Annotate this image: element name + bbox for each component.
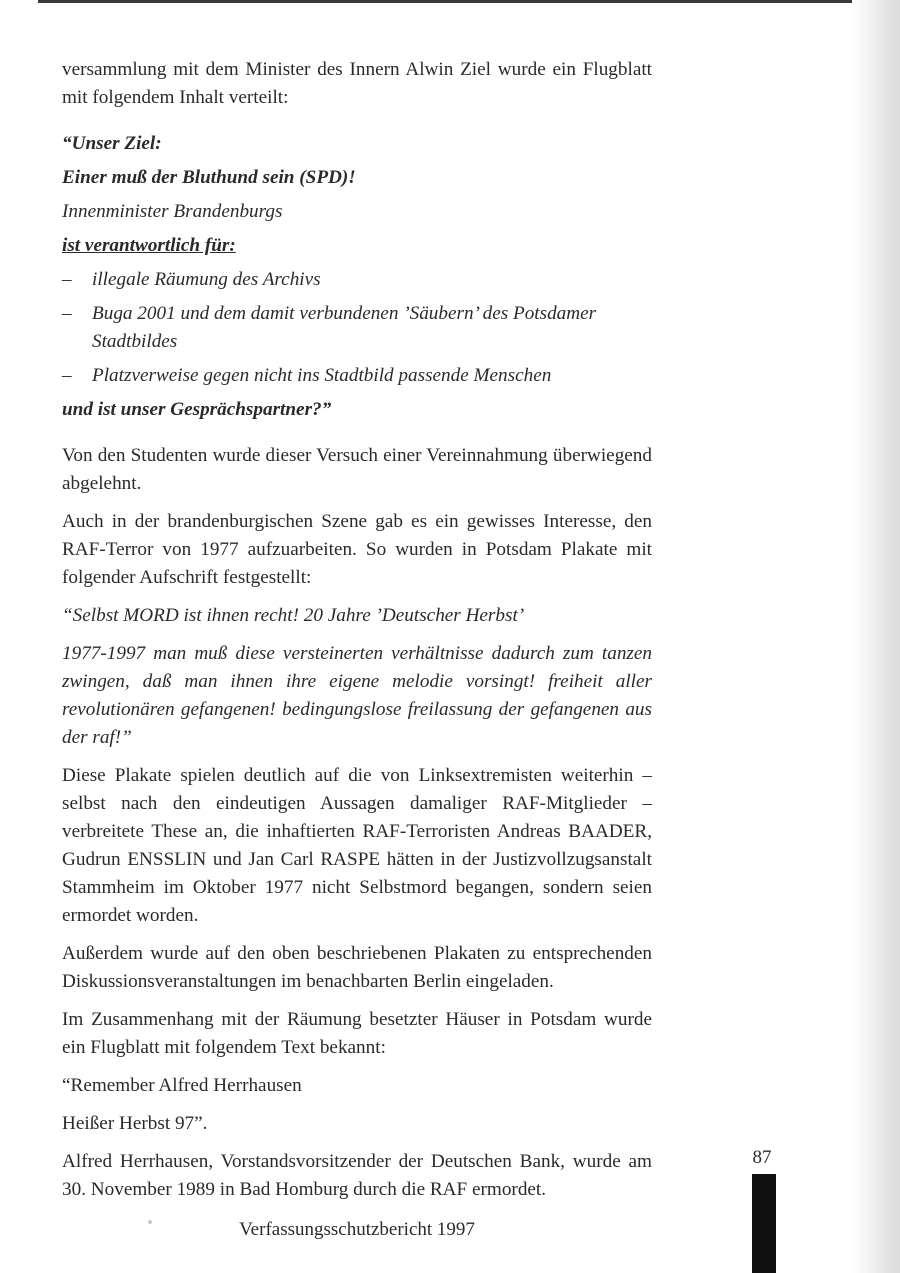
leaflet-minister: Innenminister Brandenburgs bbox=[62, 201, 283, 222]
dash-marker: – bbox=[62, 365, 72, 386]
page-footer: Verfassungsschutzbericht 1997 bbox=[239, 1219, 475, 1240]
leaflet-list-item-text: illegale Räumung des Archivs bbox=[92, 269, 321, 290]
paragraph-students: Von den Studenten wurde dieser Versuch einer Vereinnahmung überwiegend abgelehnt. bbox=[62, 445, 652, 494]
paragraph-berlin: Außerdem wurde auf den oben beschriebenen Plakaten zu entsprechenden Diskussionsveranstaltungen im benachbarten Berlin eingeladen. bbox=[62, 943, 652, 992]
leaflet-list-item-text: Buga 2001 und dem damit verbundenen ’Säubern’ des Potsdamer Stadtbildes bbox=[92, 303, 597, 352]
herrhausen-quote-line2: Heißer Herbst 97”. bbox=[62, 1113, 208, 1134]
top-border-line bbox=[38, 0, 854, 3]
leaflet-list-item bbox=[62, 362, 652, 390]
leaflet-list-item-text: Platzverweise gegen nicht ins Stadtbild passende Menschen bbox=[92, 365, 552, 386]
intro-paragraph: versammlung mit dem Minister des Innern Alwin Ziel wurde ein Flugblatt mit folgendem Inhalt verteilt: bbox=[62, 59, 652, 108]
poster-quote-line2: 1977-1997 man muß diese versteinerten verhältnisse dadurch zum tanzen zwingen, daß man ihnen ihre eigene melodie vorsingt! freiheit aller revolutionären gefangenen! bedingungslose freilassung der gefangenen aus der raf!” bbox=[62, 643, 652, 748]
page-number: 87 bbox=[752, 1147, 772, 1168]
paragraph-herrhausen: Alfred Herrhausen, Vorstandsvorsitzender der Deutschen Bank, wurde am 30. November 1989 in Bad Homburg durch die RAF ermordet. bbox=[62, 1151, 652, 1200]
page-edge-marker bbox=[752, 1174, 776, 1273]
leaflet-list-item bbox=[62, 266, 652, 294]
leaflet-responsible: ist verantwortlich für: bbox=[62, 235, 236, 256]
paragraph-raf-interest: Auch in der brandenburgischen Szene gab es ein gewisses Interesse, den RAF-Terror von 1977 aufzuarbeiten. So wurden in Potsdam Plakate mit folgender Aufschrift festgestellt: bbox=[62, 511, 652, 588]
herrhausen-quote-line1: “Remember Alfred Herrhausen bbox=[62, 1075, 302, 1096]
leaflet-closing: und ist unser Gesprächspartner?” bbox=[62, 399, 332, 420]
dash-marker: – bbox=[62, 269, 72, 290]
paragraph-stammheim: Diese Plakate spielen deutlich auf die von Linksextremisten weiterhin – selbst nach den eindeutigen Aussagen damaliger RAF-Mitglieder – verbreitete These an, die inhaftierten RAF-Terroristen Andreas BAADER, Gudrun ENSSLIN und Jan Carl RASPE hätten in der Justizvollzugsanstalt Stammheim im Oktober 1977 nicht Selbstmord begangen, sondern seien ermordet worden. bbox=[62, 765, 652, 926]
page-edge-shadow bbox=[852, 0, 900, 1273]
dash-marker: – bbox=[62, 303, 72, 324]
leaflet-list-item bbox=[62, 300, 652, 356]
poster-quote-line1: “Selbst MORD ist ihnen recht! 20 Jahre ’Deutscher Herbst’ bbox=[62, 605, 525, 626]
page-body bbox=[62, 56, 652, 1204]
leaflet-heading: “Unser Ziel: bbox=[62, 133, 162, 154]
leaflet-slogan: Einer muß der Bluthund sein (SPD)! bbox=[62, 167, 356, 188]
paragraph-house-eviction: Im Zusammenhang mit der Räumung besetzter Häuser in Potsdam wurde ein Flugblatt mit folgendem Text bekannt: bbox=[62, 1009, 652, 1058]
